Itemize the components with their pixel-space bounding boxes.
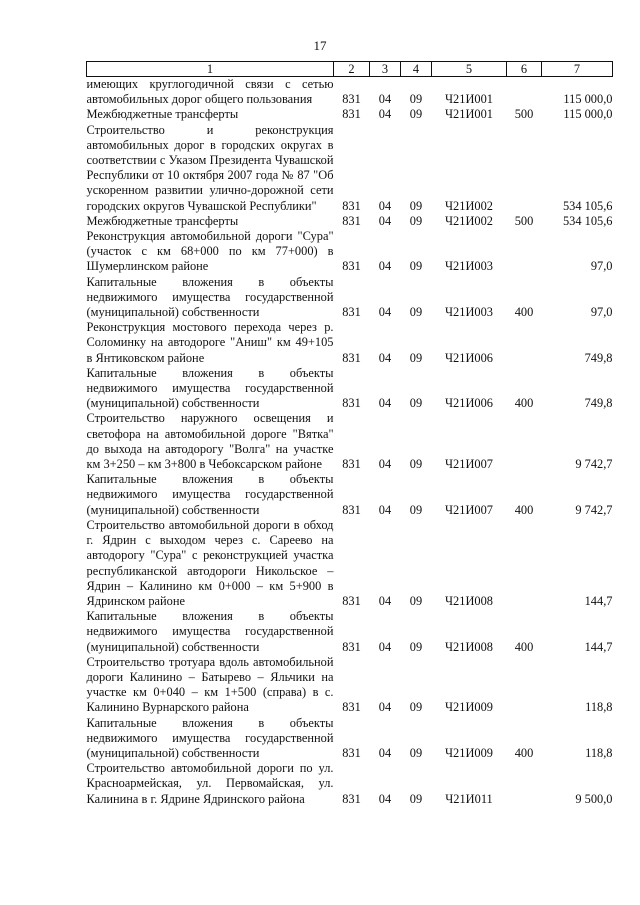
section-code-cell: 04: [378, 745, 392, 760]
item-name-cell: Межбюджетные трансферты: [86, 107, 239, 122]
expense-type-cell: 500: [514, 107, 534, 122]
ministry-code-cell: 831: [342, 700, 361, 715]
amount-cell: 118,8: [585, 745, 613, 760]
ministry-code-cell: 831: [342, 396, 361, 411]
section-code-cell: 04: [378, 457, 392, 472]
expense-type-cell: [507, 229, 542, 275]
ministry-code-cell: 831: [342, 350, 361, 365]
subsection-code-cell: 09: [409, 700, 423, 715]
item-name-cell: Реконструкция автомобильной дороги "Сура" (участок с км 68+000 по км 77+000) в Шумерлинском районе: [86, 229, 334, 274]
amount-cell: 9 742,7: [575, 502, 613, 517]
item-name-cell: Капитальные вложения в объекты недвижимого имущества государственной (муниципальной) собственности: [86, 365, 334, 411]
section-code-cell: 04: [378, 92, 392, 107]
header-cell: 4: [401, 62, 432, 77]
ministry-code-cell: 831: [342, 457, 361, 472]
amount-cell: 749,8: [584, 396, 613, 411]
item-name-cell: Капитальные вложения в объекты недвижимого имущества государственной (муниципальной) собственности: [86, 274, 334, 320]
target-article-cell: Ч21И009: [445, 745, 493, 760]
ministry-code-cell: 831: [342, 305, 361, 320]
section-code-cell: 04: [378, 259, 392, 274]
table-row: [87, 716, 613, 762]
table-row: [87, 77, 613, 108]
target-article-cell: Ч21И002: [445, 213, 493, 228]
header-row: [87, 62, 613, 77]
expense-type-cell: [507, 411, 542, 472]
table-row: [87, 214, 613, 229]
subsection-code-cell: 09: [409, 259, 423, 274]
subsection-code-cell: 09: [409, 502, 423, 517]
item-name-cell: Капитальные вложения в объекты недвижимого имущества государственной (муниципальной) собственности: [86, 472, 334, 517]
amount-cell: 115 000,0: [563, 92, 613, 107]
item-name-cell: Строительство наружного освещения и светофора на автомобильной дороге "Вятка" до выхода на автодорогу "Волга" на участке км 3+250 – км 3+800 в Чебоксарском районе: [86, 411, 334, 472]
table-row: [87, 229, 613, 275]
section-code-cell: 04: [378, 198, 392, 213]
subsection-code-cell: 09: [409, 396, 423, 411]
section-code-cell: 04: [378, 791, 392, 806]
item-name-cell: Межбюджетные трансферты: [86, 213, 239, 228]
subsection-code-cell: 09: [409, 593, 423, 608]
section-code-cell: 04: [378, 396, 392, 411]
expense-type-cell: [507, 123, 542, 214]
ministry-code-cell: 831: [342, 198, 361, 213]
target-article-cell: Ч21И006: [445, 350, 493, 365]
amount-cell: 9 500,0: [575, 791, 613, 806]
ministry-code-cell: 831: [342, 213, 361, 228]
header-cell: 7: [542, 62, 613, 77]
ministry-code-cell: 831: [342, 107, 361, 122]
target-article-cell: Ч21И001: [445, 107, 493, 122]
target-article-cell: Ч21И011: [445, 791, 493, 806]
subsection-code-cell: 09: [409, 350, 423, 365]
table-row: [87, 123, 613, 214]
subsection-code-cell: 09: [409, 107, 423, 122]
ministry-code-cell: 831: [342, 92, 361, 107]
item-name-cell: имеющих круглогодичной связи с сетью автомобильных дорог общего пользования: [86, 77, 334, 107]
ministry-code-cell: 831: [342, 593, 361, 608]
amount-cell: 9 742,7: [575, 457, 613, 472]
item-name-cell: Строительство тротуара вдоль автомобильной дороги Калинино – Батырево – Яльчики на участке км 0+040 – км 1+500 (справа) в с. Калинино Вурнарского района: [86, 654, 334, 715]
header-cell: 6: [507, 62, 542, 77]
section-code-cell: 04: [378, 639, 392, 654]
target-article-cell: Ч21И007: [445, 502, 493, 517]
header-cell: 5: [432, 62, 507, 77]
target-article-cell: Ч21И001: [445, 92, 493, 107]
amount-cell: 118,8: [585, 700, 613, 715]
section-code-cell: 04: [378, 502, 392, 517]
subsection-code-cell: 09: [409, 305, 423, 320]
table-row: [87, 472, 613, 518]
amount-cell: 97,0: [590, 305, 613, 320]
ministry-code-cell: 831: [342, 502, 361, 517]
section-code-cell: 04: [378, 107, 392, 122]
ministry-code-cell: 831: [342, 745, 361, 760]
target-article-cell: Ч21И002: [445, 198, 493, 213]
expense-type-cell: 400: [514, 502, 534, 517]
amount-cell: 749,8: [584, 350, 613, 365]
table-body: [87, 77, 613, 807]
table-row: [87, 411, 613, 472]
table-row: [87, 107, 613, 122]
subsection-code-cell: 09: [409, 92, 423, 107]
ministry-code-cell: 831: [342, 639, 361, 654]
header-cell: 2: [334, 62, 370, 77]
target-article-cell: Ч21И006: [445, 396, 493, 411]
budget-table: [86, 61, 613, 807]
subsection-code-cell: 09: [409, 213, 423, 228]
section-code-cell: 04: [378, 305, 392, 320]
expense-type-cell: [507, 761, 542, 807]
expense-type-cell: [507, 655, 542, 716]
item-name-cell: Капитальные вложения в объекты недвижимого имущества государственной (муниципальной) собственности: [86, 715, 334, 760]
subsection-code-cell: 09: [409, 745, 423, 760]
target-article-cell: Ч21И009: [445, 700, 493, 715]
header-cell: 3: [370, 62, 401, 77]
page-number: 17: [313, 38, 327, 53]
table-row: [87, 761, 613, 807]
item-name-cell: Строительство и реконструкция автомобильных дорог в городских округах в соответствии с Указом Президента Чувашской Республики от 10 октября 2007 года № 87 "Об ускоренном развитии улично-дорожной сети городских округов Чувашской Республики": [86, 122, 334, 213]
amount-cell: 534 105,6: [562, 198, 613, 213]
subsection-code-cell: 09: [409, 198, 423, 213]
table-row: [87, 275, 613, 321]
subsection-code-cell: 09: [409, 639, 423, 654]
item-name-cell: Капитальные вложения в объекты недвижимого имущества государственной (муниципальной) собственности: [86, 609, 334, 654]
target-article-cell: Ч21И003: [445, 259, 493, 274]
target-article-cell: Ч21И007: [445, 457, 493, 472]
item-name-cell: Строительство автомобильной дороги по ул. Красноармейская, ул. Первомайская, ул. Калинина в г. Ядрине Ядринского района: [86, 761, 334, 806]
table-row: [87, 609, 613, 655]
amount-cell: 144,7: [584, 593, 613, 608]
header-cell: 1: [87, 62, 334, 77]
subsection-code-cell: 09: [409, 457, 423, 472]
ministry-code-cell: 831: [342, 259, 361, 274]
expense-type-cell: 500: [514, 213, 534, 228]
section-code-cell: 04: [378, 700, 392, 715]
expense-type-cell: [507, 77, 542, 108]
table-row: [87, 655, 613, 716]
subsection-code-cell: 09: [409, 791, 423, 806]
expense-type-cell: 400: [514, 305, 534, 320]
table-row: [87, 366, 613, 412]
amount-cell: 534 105,6: [562, 213, 613, 228]
section-code-cell: 04: [378, 213, 392, 228]
item-name-cell: Строительство автомобильной дороги в обход г. Ядрин с выходом через с. Сареево на автодорогу "Сура" с реконструкцией участка республиканской автодороги Никольское – Ядрин – Калинино км 0+000 – км 5+900 в Ядринском районе: [86, 517, 334, 608]
expense-type-cell: [507, 320, 542, 366]
expense-type-cell: 400: [514, 396, 534, 411]
item-name-cell: Реконструкция мостового перехода через р. Соломинку на автодороге "Аниш" км 49+105 в Янтиковском районе: [86, 320, 334, 365]
target-article-cell: Ч21И003: [445, 305, 493, 320]
amount-cell: 115 000,0: [563, 107, 613, 122]
target-article-cell: Ч21И008: [445, 639, 493, 654]
expense-type-cell: [507, 518, 542, 609]
ministry-code-cell: 831: [342, 791, 361, 806]
target-article-cell: Ч21И008: [445, 593, 493, 608]
amount-cell: 144,7: [584, 639, 613, 654]
section-code-cell: 04: [378, 350, 392, 365]
expense-type-cell: 400: [514, 639, 534, 654]
section-code-cell: 04: [378, 593, 392, 608]
amount-cell: 97,0: [590, 259, 613, 274]
table-row: [87, 518, 613, 609]
expense-type-cell: 400: [514, 745, 534, 760]
table-row: [87, 320, 613, 366]
